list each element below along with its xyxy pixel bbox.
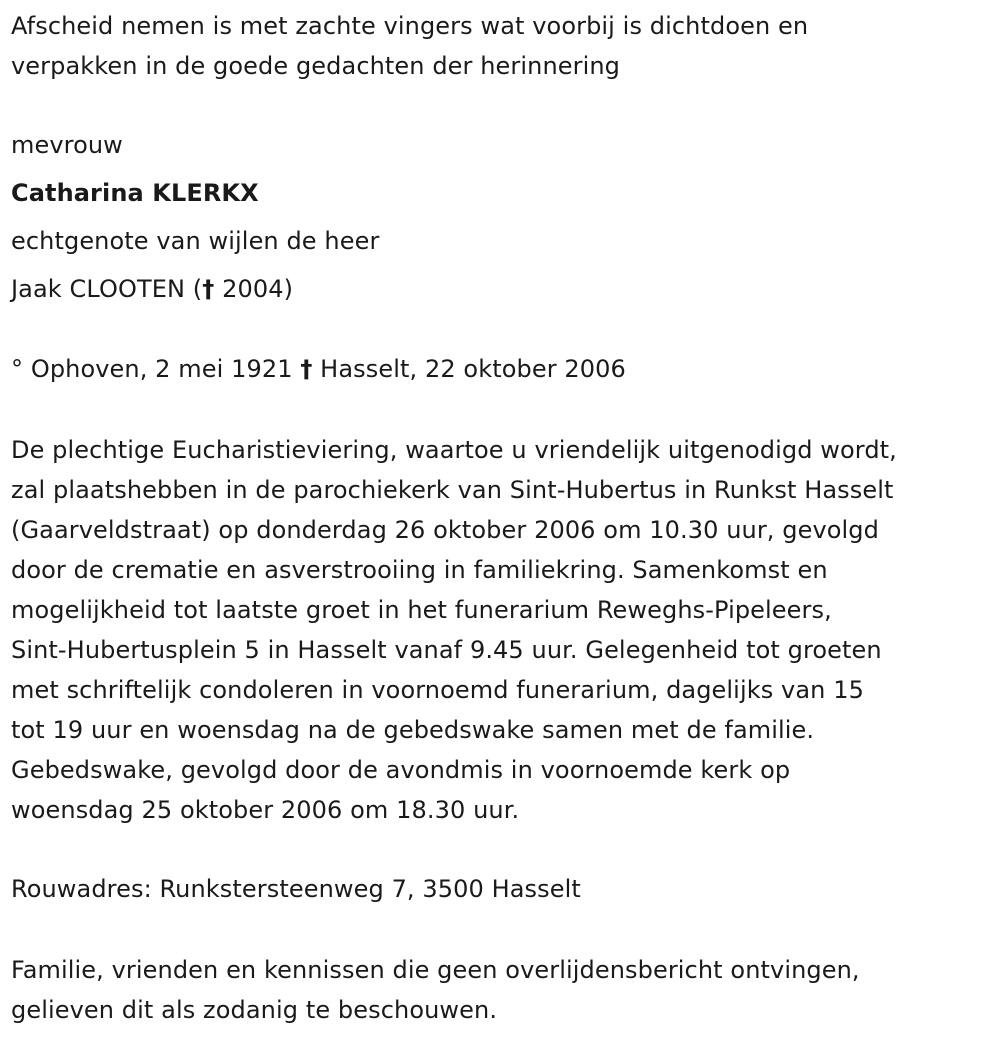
service-line: tot 19 uur en woensdag na de gebedswake samen met de familie. [11, 716, 815, 744]
salutation: mevrouw [11, 131, 123, 159]
cross-icon: † [300, 355, 313, 383]
mourning-address: Rouwadres: Runkstersteenweg 7, 3500 Hasselt [11, 875, 581, 903]
service-line: mogelijkheid tot laatste groet in het funerarium Reweghs-Pipeleers, [11, 596, 832, 624]
spouse-line [11, 273, 293, 305]
motto-line: Afscheid nemen is met zachte vingers wat voorbij is dichtdoen en [11, 12, 809, 40]
service-line: zal plaatshebben in de parochiekerk van Sint-Hubertus in Runkst Hasselt [11, 476, 894, 504]
death-info: Hasselt, 22 oktober 2006 [312, 355, 626, 383]
motto [11, 6, 996, 86]
birth-info: ° Ophoven, 2 mei 1921 [11, 355, 301, 383]
spouse-name: Jaak CLOOTEN ( [11, 275, 203, 303]
service-line: Sint-Hubertusplein 5 in Hasselt vanaf 9.45 uur. Gelegenheid tot groeten [11, 636, 882, 664]
motto-line: verpakken in de goede gedachten der herinnering [11, 52, 621, 80]
service-line: door de crematie en asverstrooiing in familiekring. Samenkomst en [11, 556, 828, 584]
service-line: Gebedswake, gevolgd door de avondmis in voornoemde kerk op [11, 756, 791, 784]
closing-line: Familie, vrienden en kennissen die geen overlijdensbericht ontvingen, [11, 956, 860, 984]
cross-icon: † [202, 275, 215, 303]
relation-text: echtgenote van wijlen de heer [11, 227, 380, 255]
service-line: woensdag 25 oktober 2006 om 18.30 uur. [11, 796, 520, 824]
service-line: (Gaarveldstraat) op donderdag 26 oktober 2006 om 10.30 uur, gevolgd [11, 516, 879, 544]
closing-line: gelieven dit als zodanig te beschouwen. [11, 996, 498, 1024]
life-dates [11, 353, 626, 385]
deceased-name: Catharina KLERKX [11, 179, 259, 207]
service-paragraph [11, 430, 996, 830]
service-line: met schriftelijk condoleren in voornoemd funerarium, dagelijks van 15 [11, 676, 864, 704]
service-line: De plechtige Eucharistieviering, waartoe u vriendelijk uitgenodigd wordt, [11, 436, 897, 464]
spouse-year: 2004) [214, 275, 294, 303]
closing-paragraph [11, 950, 996, 1030]
